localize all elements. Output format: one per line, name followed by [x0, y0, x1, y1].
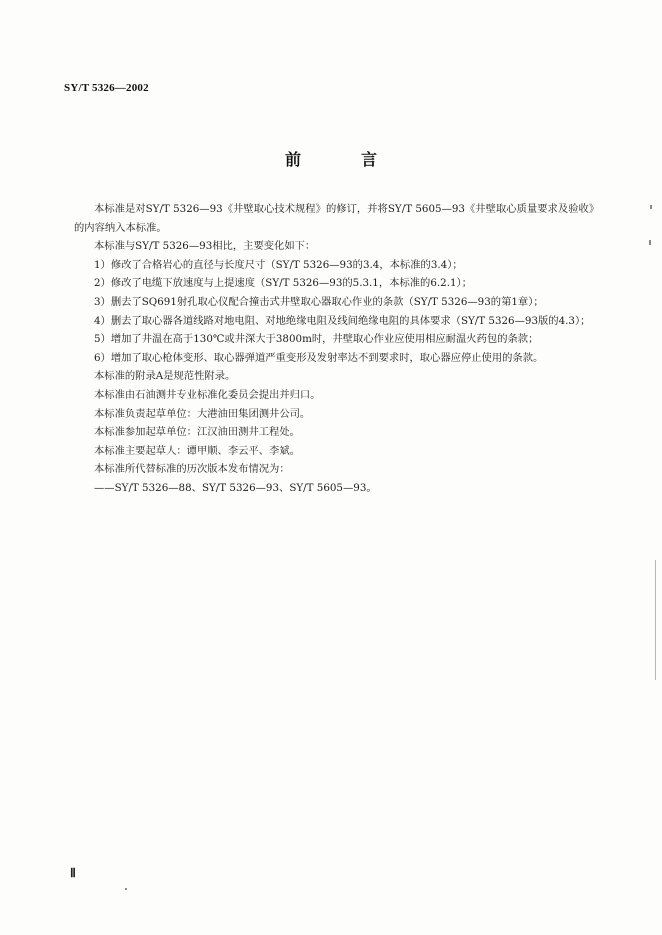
scan-mark — [650, 205, 652, 209]
paragraph-version-history: ——SY/T 5326—88、SY/T 5326—93、SY/T 5605—93。 — [94, 481, 377, 494]
change-item-4: 4）删去了取心器各道线路对地电阻、对地绝缘电阻及线间绝缘电阻的具体要求（SY/T 5326—93版的4.3）； — [94, 314, 591, 327]
standard-code: SY/T 5326—2002 — [64, 82, 149, 94]
paragraph-changes-lead: 本标准与SY/T 5326—93相比，主要变化如下： — [94, 240, 316, 253]
change-item-6: 6）增加了取心枪体变形、取心器弹道严重变形及发射率达不到要求时，取心器应停止使用的条款。 — [94, 351, 544, 364]
scan-mark — [125, 888, 127, 890]
scan-mark — [649, 240, 651, 245]
change-item-1: 1）修改了合格岩心的直径与长度尺寸（SY/T 5326—93的3.4，本标准的3.4）； — [94, 258, 463, 271]
paragraph-participating-drafter: 本标准参加起草单位：江汉油田测井工程处。 — [94, 426, 300, 439]
paragraph-intro: 本标准是对SY/T 5326—93《井壁取心技术规程》的修订，并将SY/T 5605—93《井壁取心质量要求及验收》的内容纳入本标准。 — [74, 203, 594, 234]
foreword-body — [74, 200, 594, 498]
change-item-2: 2）修改了电缆下放速度与上提速度（SY/T 5326—93的5.3.1，本标准的6.2.1）； — [94, 277, 472, 290]
page-title: 前 言 — [284, 150, 399, 169]
paragraph-version-history-lead: 本标准所代替标准的历次版本发布情况为： — [94, 463, 290, 476]
change-item-3: 3）删去了SQ691射孔取心仪配合撞击式井壁取心器取心作业的条款（SY/T 5326—93的第1章）； — [94, 295, 544, 308]
paragraph-proposer: 本标准由石油测井专业标准化委员会提出并归口。 — [94, 388, 321, 401]
page-number: Ⅱ — [70, 866, 76, 880]
change-item-5: 5）增加了井温在高于130℃或井深大于3800m时，井壁取心作业应使用相应耐温火药包的条款； — [94, 333, 539, 346]
scan-mark — [655, 560, 656, 680]
paragraph-main-authors: 本标准主要起草人：谭甲顺、李云平、李斌。 — [94, 444, 300, 457]
paragraph-lead-drafter: 本标准负责起草单位：大港油田集团测井公司。 — [94, 407, 311, 420]
paragraph-appendix: 本标准的附录A是规范性附录。 — [94, 370, 236, 383]
